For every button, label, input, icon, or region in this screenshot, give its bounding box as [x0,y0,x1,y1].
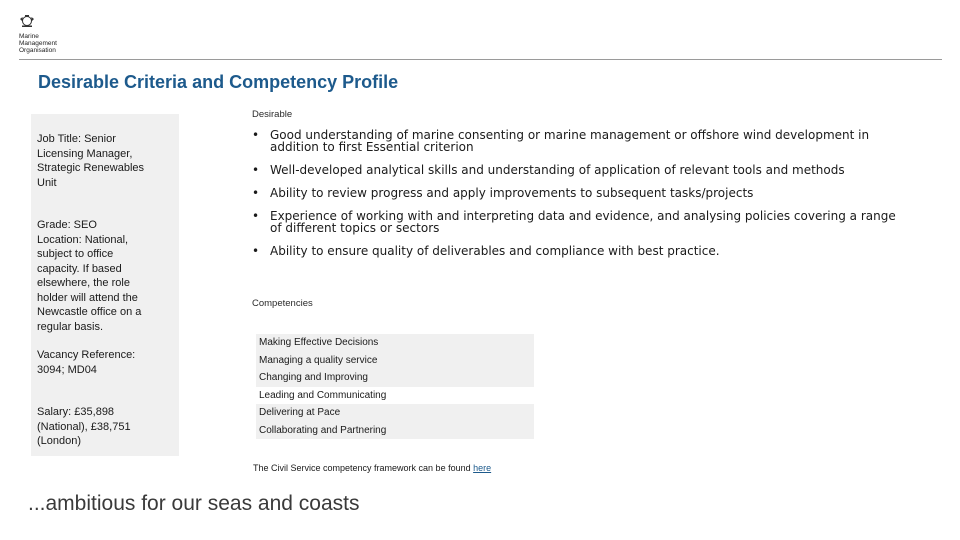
royal-crest-icon [19,14,35,28]
competency-row: Managing a quality service [256,352,534,370]
grade-line: Grade: SEO [37,219,97,231]
bullet-icon: • [252,163,260,177]
desirable-item [252,164,920,176]
competency-row: Changing and Improving [256,369,534,387]
desirable-item-line: Experience of working with and interpreting data and evidence, and analysing policies covering a range [270,209,896,223]
salary-block [37,405,175,449]
job-title-block [37,132,175,190]
salary-line: Salary: £35,898 [37,406,115,418]
bullet-icon: • [252,128,260,142]
tagline: ...ambitious for our seas and coasts [28,492,360,515]
logo-line-3: Organisation [19,47,56,54]
job-title-line: Licensing Manager, [37,147,133,160]
desirable-item [252,129,920,153]
job-title-line: Unit [37,176,57,189]
framework-link[interactable]: here [473,463,492,473]
desirable-item-line: Well-developed analytical skills and understanding of application of relevant tools and methods [270,163,845,177]
grade-line: elsewhere, the role [37,277,130,289]
framework-note [253,463,491,473]
grade-line: regular basis. [37,320,104,333]
competency-row: Making Effective Decisions [256,334,534,352]
job-title-line: Strategic Renewables [37,162,145,174]
desirable-item [252,210,920,234]
desirable-item [252,245,920,257]
bullet-icon: • [252,244,260,258]
desirable-item-line: Ability to review progress and apply improvements to subsequent tasks/projects [270,186,754,200]
competencies-heading: Competencies [252,298,313,309]
page-title: Desirable Criteria and Competency Profile [38,72,399,92]
grade-line: subject to office [37,248,114,260]
mmo-logo [19,14,79,56]
competency-row: Collaborating and Partnering [256,422,534,440]
grade-line: Newcastle office on a [37,306,142,318]
vacancy-line: 3094; MD04 [37,363,97,376]
framework-note-text: The Civil Service competency framework can be found [253,463,474,473]
competency-row: Leading and Communicating [259,389,387,401]
desirable-heading: Desirable [252,109,293,120]
bullet-icon: • [252,186,260,200]
logo-line-1: Marine [19,33,39,40]
grade-line: Location: National, [37,233,129,246]
competency-row: Delivering at Pace [256,404,534,422]
desirable-item-line: Ability to ensure quality of deliverables and compliance with best practice. [270,244,720,258]
grade-line: holder will attend the [37,291,138,304]
competencies-table [256,334,534,439]
grade-line: capacity. If based [37,262,122,275]
vacancy-line: Vacancy Reference: [37,349,136,361]
vacancy-reference-block [37,348,175,377]
desirable-item-line: Good understanding of marine consenting or marine management or offshore wind development in [270,128,870,142]
desirable-item-line: addition to first Essential criterion [270,140,474,154]
salary-line: (London) [37,435,82,447]
logo-line-2: Management [19,40,57,47]
desirable-item [252,187,920,199]
bullet-icon: • [252,209,260,223]
desirable-item-line: of different topics or sectors [270,221,440,235]
grade-location-block [37,218,175,334]
job-title-line: Job Title: Senior [37,133,116,145]
salary-line: (National), £38,751 [37,420,131,433]
header-divider [19,59,942,60]
job-details-panel [31,114,179,456]
